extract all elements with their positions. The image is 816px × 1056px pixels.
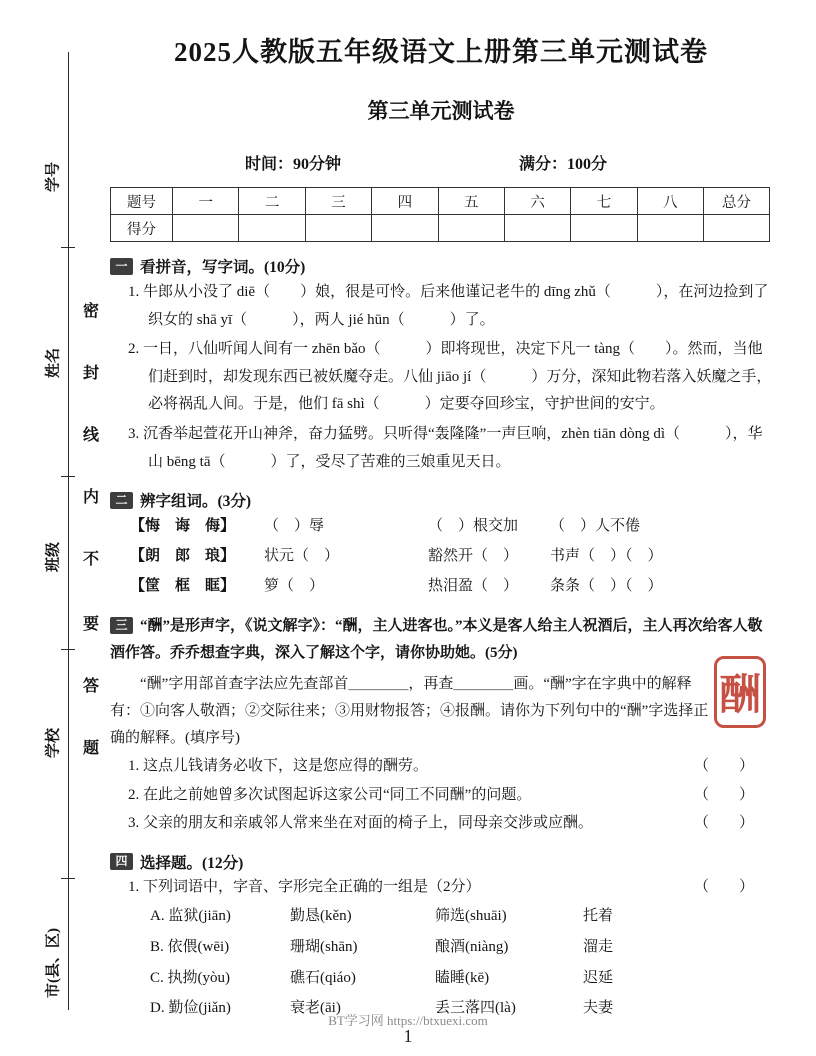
class-label: 班级 xyxy=(45,541,62,573)
section2-badge: 二 xyxy=(110,492,133,509)
score-header-cell: 三 xyxy=(305,188,371,215)
section1-badge: 一 xyxy=(110,258,133,275)
section2-header xyxy=(110,489,772,511)
section3-item xyxy=(128,781,772,810)
word-blank: （ ）根交加 xyxy=(428,518,519,535)
meta-row xyxy=(110,151,772,174)
section4-badge: 四 xyxy=(110,853,133,870)
char-group: 【朗 郎 琅】 xyxy=(130,548,236,565)
option-word: 夫妻 xyxy=(583,1000,614,1017)
score-header-cell: 二 xyxy=(239,188,305,215)
option-row-b xyxy=(150,932,772,963)
full-score: 满分：100分 xyxy=(519,156,608,173)
option-word: 瞌睡(kē) xyxy=(435,969,490,986)
section3-item xyxy=(128,809,772,838)
section4-title: 选择题。(12分) xyxy=(140,854,244,872)
score-header-cell: 一 xyxy=(173,188,239,215)
section3-badge: 三 xyxy=(110,617,133,634)
red-seal-stamp xyxy=(714,656,766,728)
score-header-cell: 六 xyxy=(504,188,570,215)
section3-item-text: 2. 在此之前她曾多次试图起诉这家公司“同工不同酬”的问题。 xyxy=(128,786,532,803)
seal-character: 酬 xyxy=(718,673,761,719)
binding-tick xyxy=(61,476,75,477)
seal-line-char: 不 xyxy=(82,551,99,568)
seal-line-char: 线 xyxy=(82,427,99,444)
section3-item-text: 3. 父亲的朋友和亲戚邻人常来坐在对面的椅子上，同母亲交涉或应酬。 xyxy=(128,815,594,832)
section3-item-text: 1. 这点儿钱请务必收下，这是您应得的酬劳。 xyxy=(128,758,429,775)
option-word: 丢三落四(là) xyxy=(435,1000,516,1017)
option-word: 勤恳(kěn) xyxy=(290,908,352,925)
word-blank: 豁然开（ ） xyxy=(428,548,519,565)
section4-header xyxy=(110,851,772,873)
page-number: 1 xyxy=(403,1026,413,1046)
word-blank: 热泪盈（ ） xyxy=(428,578,519,595)
answer-blank: （ ） xyxy=(693,815,754,832)
name-label: 姓名 xyxy=(45,347,62,379)
seal-line-char: 答 xyxy=(82,678,99,695)
char-group: 【悔 诲 侮】 xyxy=(130,518,236,535)
score-cell-empty xyxy=(438,215,504,242)
section4-question1 xyxy=(128,873,772,902)
option-word: A. 监狱(jiān) xyxy=(150,908,231,925)
seal-line-char: 要 xyxy=(82,616,99,633)
region-label: 市(县、区) xyxy=(45,928,62,998)
char-group: 【筐 框 眶】 xyxy=(130,578,236,595)
score-header-cell: 八 xyxy=(637,188,703,215)
option-word: 托着 xyxy=(583,908,614,925)
binding-tick xyxy=(61,649,75,650)
word-blank: （ ）人不倦 xyxy=(550,518,641,535)
score-header-cell: 七 xyxy=(571,188,637,215)
site-footer: BT学习网 https://btxuexi.com xyxy=(328,1013,488,1028)
score-table xyxy=(110,187,770,242)
page-title: 2025人教版五年级语文上册第三单元测试卷 xyxy=(174,37,708,67)
answer-blank: （ ） xyxy=(693,878,754,895)
section1-header xyxy=(110,255,772,277)
section1-title: 看拼音，写字词。(10分) xyxy=(140,259,306,276)
binding-tick xyxy=(61,878,75,879)
option-word: 衰老(āi) xyxy=(290,1000,341,1017)
option-word: C. 执拗(yòu) xyxy=(150,969,230,986)
word-blank: 条条（ ）（ ） xyxy=(550,578,663,595)
score-cell-empty xyxy=(239,215,305,242)
binding-tick xyxy=(61,247,75,248)
main-content xyxy=(110,30,772,1024)
word-blank: 书声（ ）（ ） xyxy=(550,548,663,565)
option-word: 礁石(qiáo) xyxy=(290,969,356,986)
time-limit: 时间：90分钟 xyxy=(245,156,342,173)
score-cell-empty xyxy=(305,215,371,242)
word-blank: 箩（ ） xyxy=(264,578,325,595)
score-cell-empty xyxy=(637,215,703,242)
question-text: 1. 下列词语中，字音、字形完全正确的一组是（2分） xyxy=(128,878,481,895)
seal-line-char: 密 xyxy=(82,303,99,320)
score-header-cell: 五 xyxy=(438,188,504,215)
student-id-label: 学号 xyxy=(45,161,62,193)
section3-body: “酬”字用部首查字法应先查部首＿＿＿＿，再查＿＿＿＿画。“酬”字在字典中的解释有：①向客人敬酒；②交际往来；③用财物报答；④报酬。请你为下列句中的“酬”字选择正确的解释。(填序号) xyxy=(110,676,709,747)
option-word: 酿酒(niàng) xyxy=(435,938,509,955)
option-word: 溜走 xyxy=(583,938,614,955)
score-row-label: 得分 xyxy=(111,215,173,242)
option-word: 珊瑚(shān) xyxy=(290,938,358,955)
score-cell-empty xyxy=(571,215,637,242)
score-header-cell: 四 xyxy=(372,188,438,215)
paper-subtitle: 第三单元测试卷 xyxy=(367,99,515,123)
answer-blank: （ ） xyxy=(693,758,754,775)
word-group-row xyxy=(130,541,772,571)
seal-line-char: 内 xyxy=(82,489,99,506)
word-blank: （ ）辱 xyxy=(264,518,325,535)
school-label: 学校 xyxy=(45,727,62,759)
score-cell-empty xyxy=(372,215,438,242)
score-cell-empty xyxy=(704,215,770,242)
seal-line-char: 题 xyxy=(82,740,99,757)
binding-line xyxy=(68,52,69,1010)
word-group-row xyxy=(130,571,772,601)
score-table-score-row xyxy=(111,215,770,242)
answer-blank: （ ） xyxy=(693,786,754,803)
section1-item: 3. 沉香举起萱花开山神斧，奋力猛劈。只听得“轰隆隆”一声巨响，zhèn tiān dòng dì（ ），华山 bēng tā（ ）了，受尽了苦难的三娘重见天日。 xyxy=(128,425,763,470)
option-word: B. 依偎(wēi) xyxy=(150,938,230,955)
section3-intro-text: “酬”是形声字，《说文解字》：“酬，主人进客也。”本义是客人给主人祝酒后，主人再次给客人敬酒作答。乔乔想查字典，深入了解这个字，请你协助她。(5分) xyxy=(110,618,763,662)
word-group-row xyxy=(130,511,772,541)
section1-item: 2. 一日，八仙听闻人间有一 zhēn bǎo（ ）即将现世，决定下凡一 tàng（ ）。然而，当他们赶到时，却发现东西已被妖魔夺走。八仙 jiāo jí（ ）万分，深知此物若落入妖魔之手，必将祸乱人间。于是，他们 fā shì（ ）定要夺回珍宝，守护世间的安宁。 xyxy=(128,341,772,413)
option-row-a xyxy=(150,901,772,932)
section3-item xyxy=(128,752,772,781)
option-word: 迟延 xyxy=(583,969,614,986)
option-word: D. 勤俭(jiǎn) xyxy=(150,1000,231,1017)
score-cell-empty xyxy=(173,215,239,242)
section1-item: 1. 牛郎从小没了 diē（ ）娘，很是可怜。后来他谨记老牛的 dīng zhǔ（ ），在河边捡到了织女的 shā yī（ ），两人 jié hūn（ ）了。 xyxy=(128,284,769,328)
option-word: 筛选(shuāi) xyxy=(435,908,507,925)
section2-title: 辨字组词。(3分) xyxy=(140,493,252,511)
word-blank: 状元（ ） xyxy=(264,548,340,565)
section3-intro xyxy=(110,613,772,667)
option-row-c xyxy=(150,963,772,994)
score-header-cell: 总分 xyxy=(704,188,770,215)
score-cell-empty xyxy=(504,215,570,242)
seal-line-char: 封 xyxy=(82,365,99,382)
score-header-cell: 题号 xyxy=(111,188,173,215)
score-table-header-row xyxy=(111,188,770,215)
